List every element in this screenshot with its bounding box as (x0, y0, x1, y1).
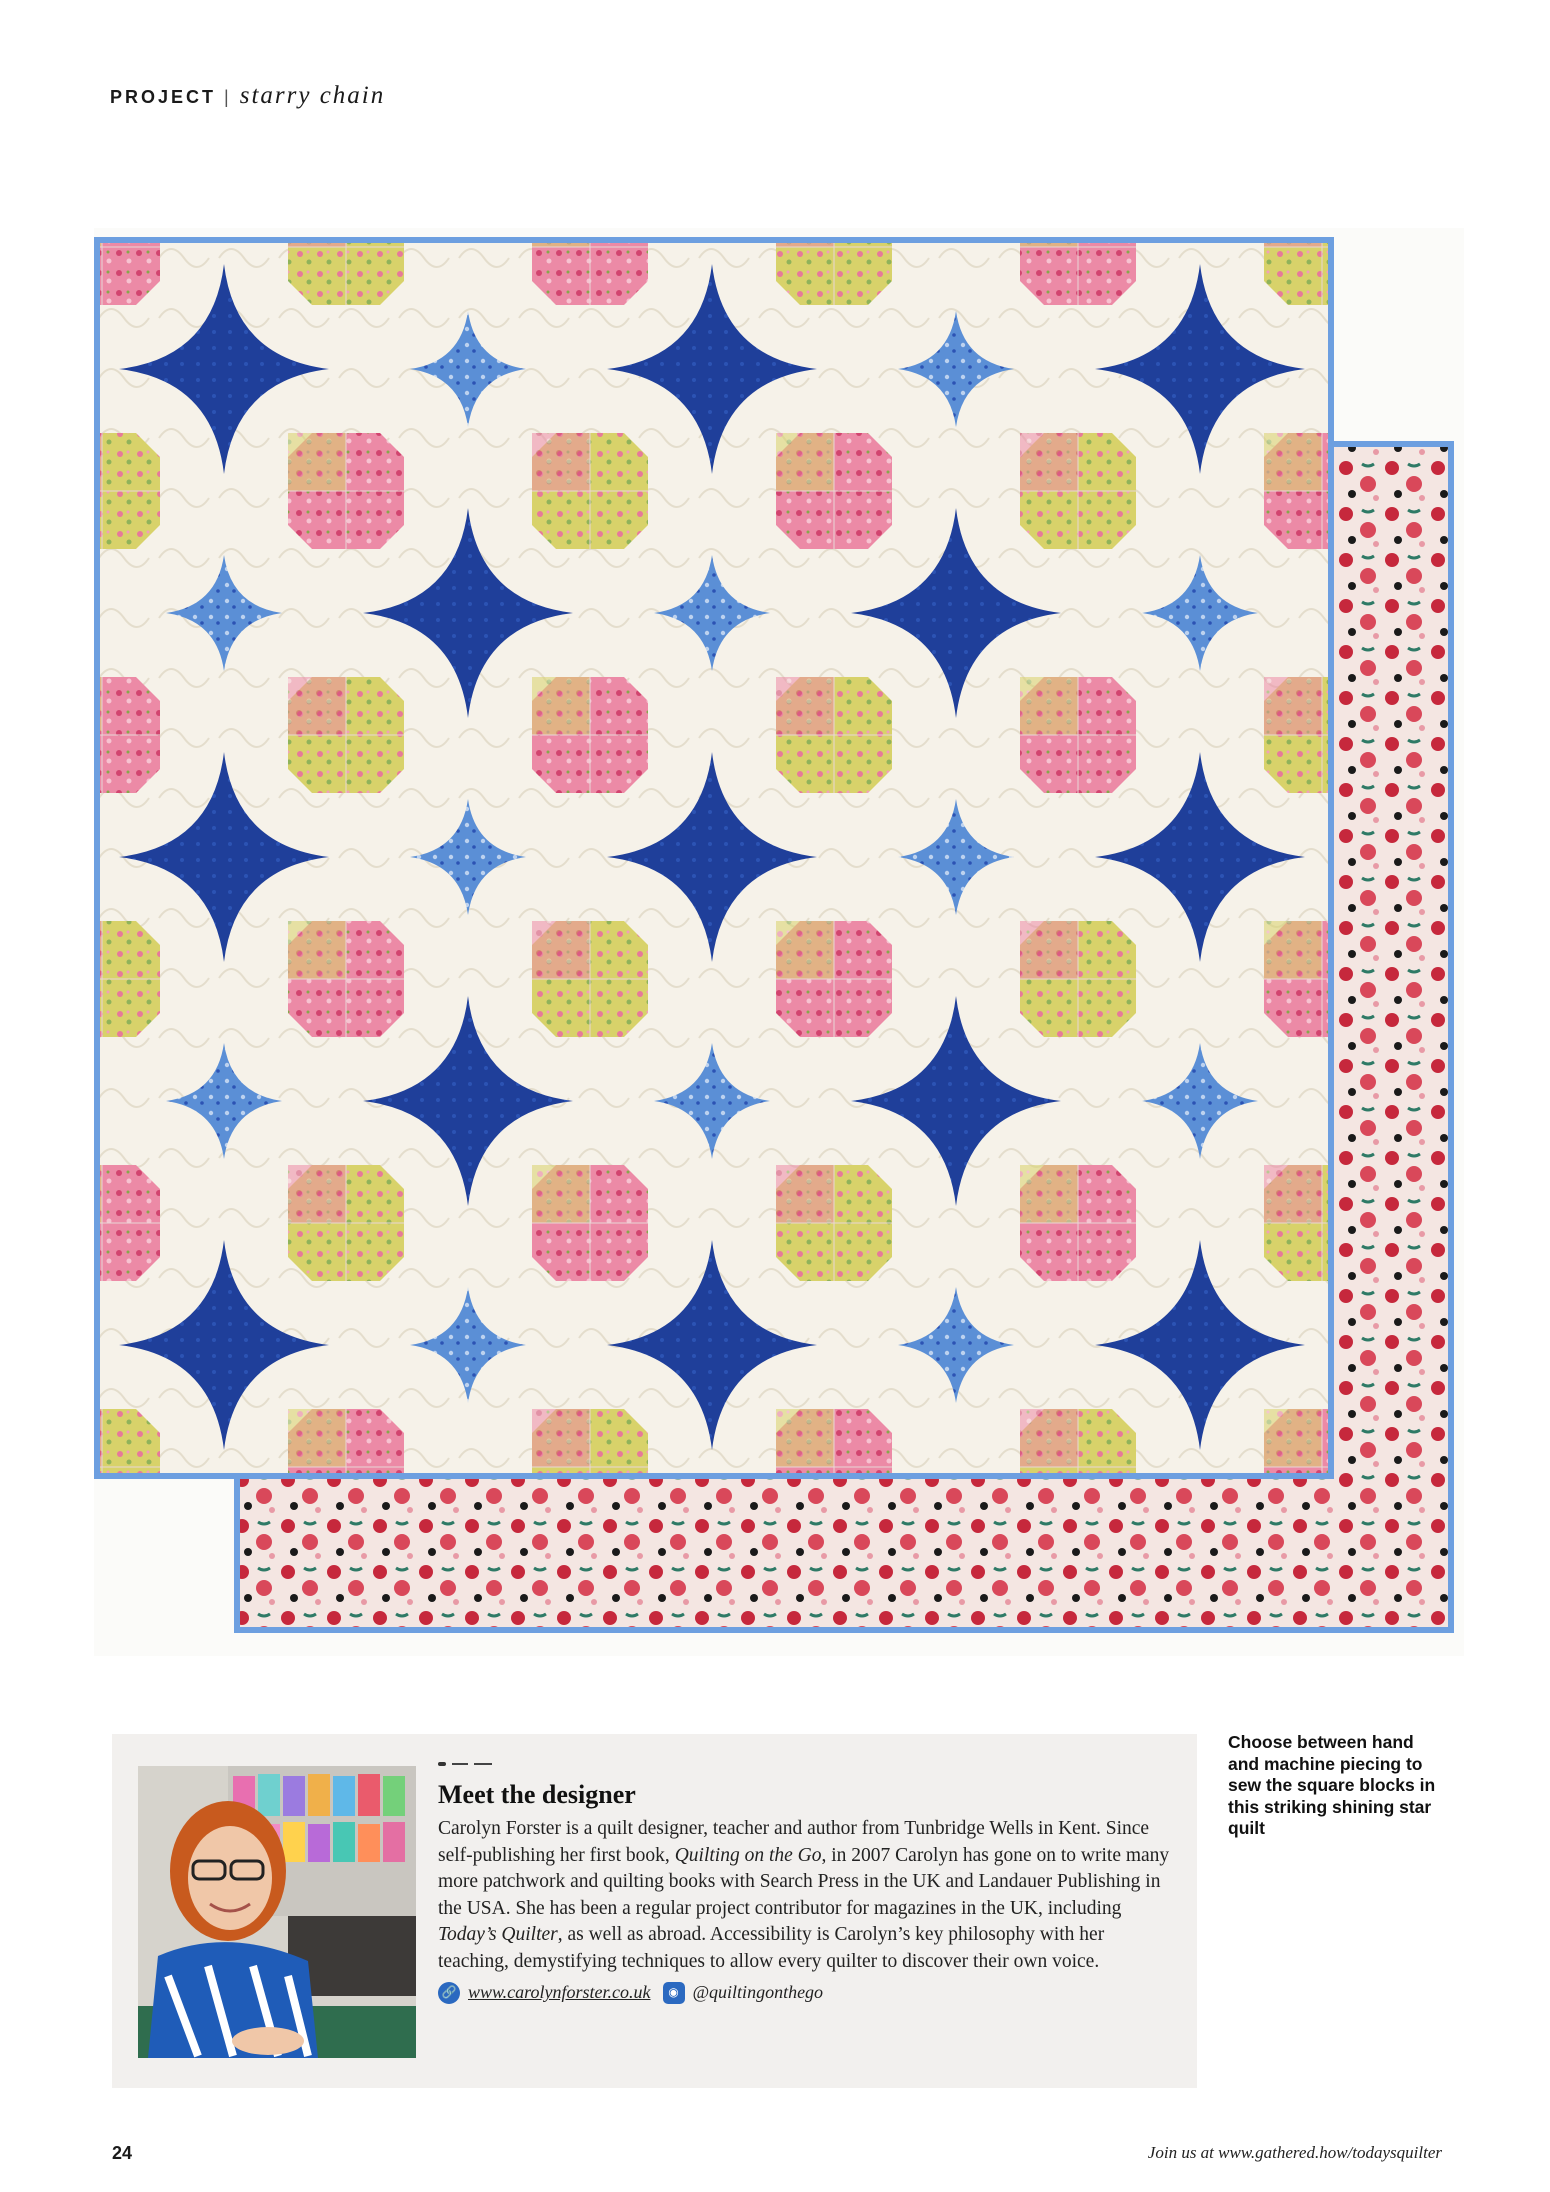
section-label: PROJECT (110, 87, 217, 107)
designer-bio-block (438, 1762, 1178, 2004)
page-number: 24 (112, 2143, 133, 2163)
designer-heading: Meet the designer (438, 1780, 636, 1809)
instagram-icon: ◉ (663, 1982, 685, 2004)
project-title: starry chain (239, 82, 386, 109)
designer-links (438, 1982, 1178, 2004)
decorative-dashes (438, 1762, 1178, 1766)
website-link[interactable]: www.carolynforster.co.uk (468, 1982, 651, 2003)
designer-panel (112, 1734, 1197, 2088)
link-icon: 🔗 (438, 1982, 460, 2004)
instagram-handle[interactable]: @quiltingonthego (692, 1982, 824, 2003)
page-header (110, 82, 385, 110)
designer-bio: Carolyn Forster is a quilt designer, teacher and author from Tunbridge Wells in Kent. Since self-publishing her first book, Quilting on the Go, in 2007 Carolyn has gone on to write many more patchwork and quilting books with Search Press in the UK and Landauer Publishing in the USA. She has been a regular project contributor for magazines in the UK, including Today’s Quilter, as well as abroad. Accessibility is Carolyn’s key philosophy with her teaching, demystifying techniques to allow every quilter to discover their own voice. (438, 1818, 1170, 1972)
designer-portrait (138, 1766, 416, 2058)
footer-join-text: Join us at www.gathered.how/todaysquilter (1147, 2143, 1442, 2162)
header-separator: | (224, 87, 232, 107)
quilt-photo (94, 228, 1464, 1656)
photo-caption: Choose between hand and machine piecing to sew the square blocks in this striking shining star quilt (1228, 1732, 1436, 1839)
